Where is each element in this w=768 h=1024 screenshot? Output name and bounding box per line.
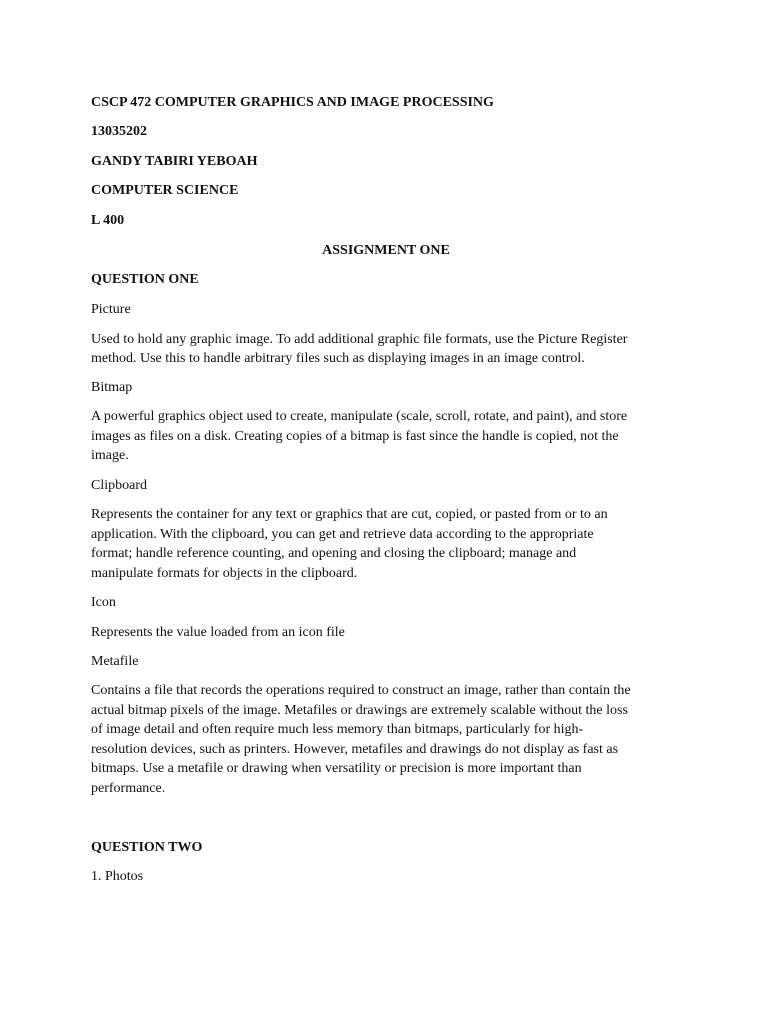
metafile-desc-line: Contains a file that records the operations required to construct an image, rather than contain the (91, 683, 631, 698)
bitmap-desc-line: image. (91, 448, 129, 463)
question-one-heading: QUESTION ONE (91, 272, 199, 287)
question-two-item: 1. Photos (91, 869, 144, 884)
term-icon: Icon (91, 595, 116, 610)
assignment-title: ASSIGNMENT ONE (322, 243, 450, 258)
bitmap-desc-line: images as files on a disk. Creating copies of a bitmap is fast since the handle is copied, not the (91, 429, 619, 444)
metafile-desc-line: resolution devices, such as printers. However, metafiles and drawings do not display as fast as (91, 742, 619, 757)
term-picture: Picture (91, 302, 131, 317)
icon-desc-line: Represents the value loaded from an icon file (91, 625, 345, 640)
clipboard-desc-line: Represents the container for any text or graphics that are cut, copied, or pasted from or to an (91, 507, 608, 522)
clipboard-desc-line: application. With the clipboard, you can get and retrieve data according to the appropriate (91, 527, 594, 542)
metafile-desc-line: of image detail and often require much less memory than bitmaps, particularly for high- (91, 722, 584, 737)
metafile-desc-line: bitmaps. Use a metafile or drawing when versatility or precision is more important than (91, 761, 582, 776)
student-name: GANDY TABIRI YEBOAH (91, 154, 258, 169)
picture-desc-line: method. Use this to handle arbitrary files such as displaying images in an image control. (91, 351, 585, 366)
student-id: 13035202 (91, 124, 147, 139)
picture-desc-line: Used to hold any graphic image. To add additional graphic file formats, use the Picture Register (91, 332, 628, 347)
question-two-heading: QUESTION TWO (91, 840, 203, 855)
metafile-desc-line: actual bitmap pixels of the image. Metafiles or drawings are extremely scalable without the loss (91, 703, 628, 718)
department: COMPUTER SCIENCE (91, 183, 239, 198)
level: L 400 (91, 213, 125, 228)
clipboard-desc-line: manipulate formats for objects in the clipboard. (91, 566, 358, 581)
term-metafile: Metafile (91, 654, 139, 669)
term-bitmap: Bitmap (91, 380, 133, 395)
metafile-desc-line: performance. (91, 781, 166, 796)
course-title: CSCP 472 COMPUTER GRAPHICS AND IMAGE PROCESSING (91, 95, 494, 110)
clipboard-desc-line: format; handle reference counting, and opening and closing the clipboard; manage and (91, 546, 577, 561)
term-clipboard: Clipboard (91, 478, 147, 493)
bitmap-desc-line: A powerful graphics object used to create, manipulate (scale, scroll, rotate, and paint), and store (91, 409, 628, 424)
